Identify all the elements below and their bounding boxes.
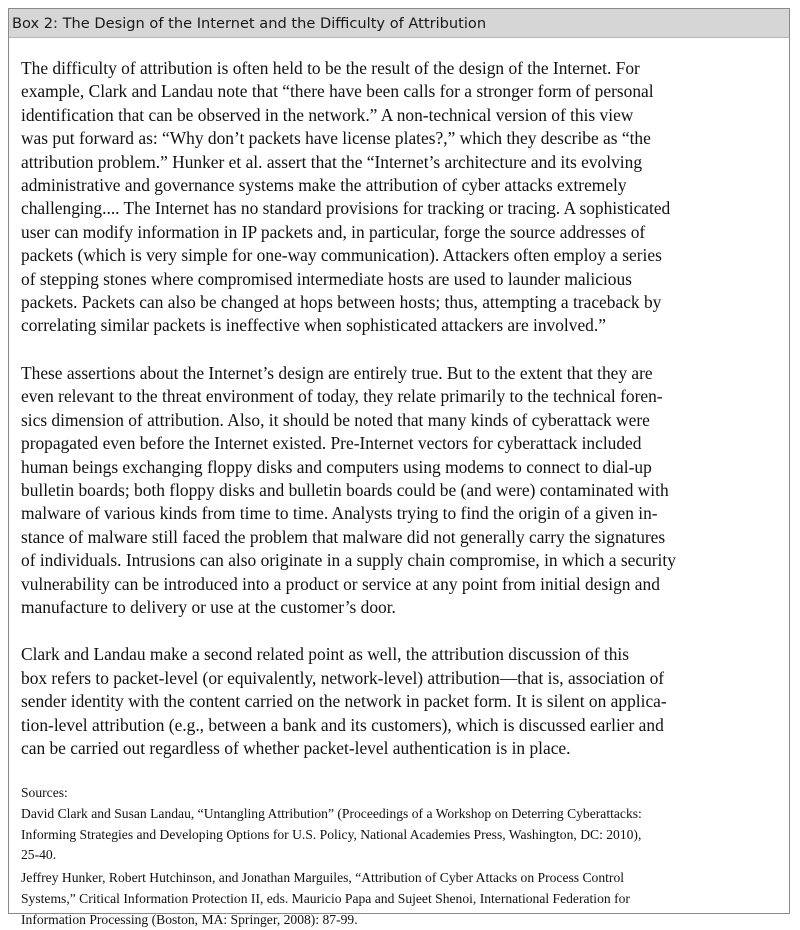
box-body	[9, 38, 789, 930]
text-line: stance of malware still faced the problem that malware did not generally carry the signatures	[21, 526, 666, 547]
text-line: bulletin boards; both floppy disks and bulletin boards could be (and were) contaminated with	[21, 479, 669, 500]
paragraph-1	[21, 57, 777, 338]
text-line: challenging.... The Internet has no standard provisions for tracking or tracing. A sophisticated	[21, 198, 671, 219]
source-entry	[21, 868, 777, 930]
source-line: Information Processing (Boston, MA: Springer, 2008): 87-99.	[21, 911, 358, 927]
text-line: These assertions about the Internet’s design are entirely true. But to the extent that they are	[21, 362, 653, 383]
source-line: Jeffrey Hunker, Robert Hutchinson, and Jonathan Marguiles, “Attribution of Cyber Attacks on Process Control	[21, 870, 625, 886]
sources-section	[21, 783, 777, 930]
text-line: of stepping stones where compromised intermediate hosts are used to launder malicious	[21, 268, 632, 289]
text-line: Clark and Landau make a second related point as well, the attribution discussion of this	[21, 644, 630, 665]
source-line: Systems,” Critical Information Protection II, eds. Mauricio Papa and Sujeet Shenoi, International Federation for	[21, 890, 630, 906]
source-line: Informing Strategies and Developing Options for U.S. Policy, National Academies Press, Washington, DC: 2010),	[21, 826, 642, 842]
text-line: example, Clark and Landau note that “there have been calls for a stronger form of personal	[21, 81, 654, 102]
source-entry	[21, 804, 777, 866]
text-line: correlating similar packets is ineffective when sophisticated attackers are involved.”	[21, 315, 606, 336]
paragraph-2	[21, 362, 777, 619]
text-line: was put forward as: “Why don’t packets have license plates?,” which they describe as “the	[21, 128, 651, 149]
text-line: sender identity with the content carried on the network in packet form. It is silent on applica-	[21, 691, 667, 712]
text-line: vulnerability can be introduced into a product or service at any point from initial design and	[21, 573, 660, 594]
text-line: identification that can be observed in the network.” A non-technical version of this view	[21, 104, 634, 125]
text-line: of individuals. Intrusions can also originate in a supply chain compromise, in which a security	[21, 550, 676, 571]
text-line: user can modify information in IP packets and, in particular, forge the source addresses of	[21, 221, 646, 242]
text-line: can be carried out regardless of whether packet-level authentication is in place.	[21, 737, 571, 758]
text-line: even relevant to the threat environment of today, they relate primarily to the technical foren-	[21, 386, 663, 407]
paragraph-3	[21, 643, 777, 760]
text-line: attribution problem.” Hunker et al. assert that the “Internet’s architecture and its evolving	[21, 151, 643, 172]
text-line: tion-level attribution (e.g., between a bank and its customers), which is discussed earlier and	[21, 714, 664, 735]
text-line: box refers to packet-level (or equivalently, network-level) attribution—that is, association of	[21, 667, 665, 688]
text-line: propagated even before the Internet existed. Pre-Internet vectors for cyberattack included	[21, 433, 642, 454]
text-line: packets. Packets can also be changed at hops between hosts; thus, attempting a traceback by	[21, 292, 662, 313]
source-line: 25-40.	[21, 847, 57, 863]
text-line: administrative and governance systems make the attribution of cyber attacks extremely	[21, 175, 627, 196]
text-line: packets (which is very simple for one-way communication). Attackers often employ a series	[21, 245, 662, 266]
text-line: human beings exchanging floppy disks and computers using modems to connect to dial-up	[21, 456, 652, 477]
box-title: Box 2: The Design of the Internet and the Difficulty of Attribution	[9, 9, 789, 38]
text-line: malware of various kinds from time to time. Analysts trying to find the origin of a given in-	[21, 503, 658, 524]
sources-label: Sources:	[21, 785, 68, 801]
text-line: sics dimension of attribution. Also, it should be noted that many kinds of cyberattack were	[21, 409, 650, 430]
source-line: David Clark and Susan Landau, “Untangling Attribution” (Proceedings of a Workshop on Deterring Cyberattacks:	[21, 806, 642, 822]
info-box	[8, 8, 790, 927]
text-line: The difficulty of attribution is often held to be the result of the design of the Internet. For	[21, 58, 640, 78]
text-line: manufacture to delivery or use at the customer’s door.	[21, 596, 396, 617]
